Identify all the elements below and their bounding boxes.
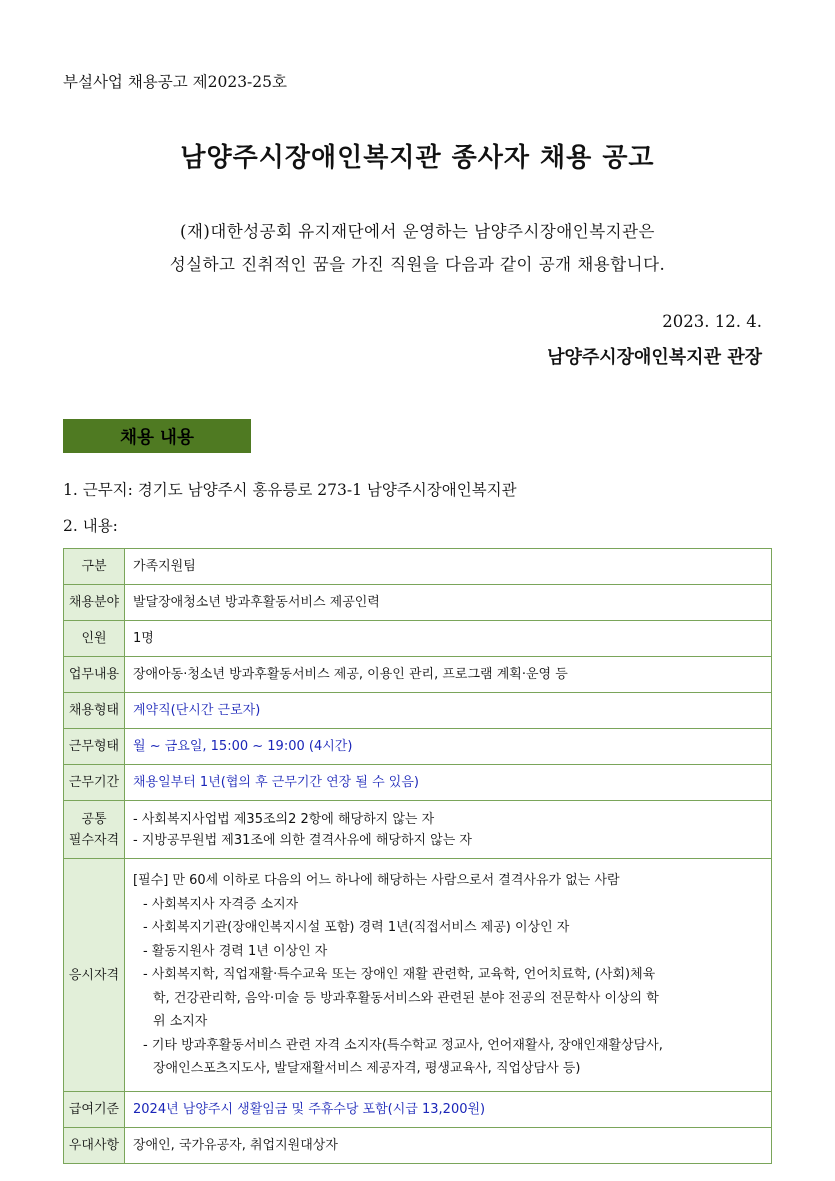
workplace-item: 1. 근무지: 경기도 남양주시 홍유릉로 273-1 남양주시장애인복지관 [63, 481, 517, 499]
table-row [64, 621, 772, 657]
table-row [64, 1128, 772, 1164]
table-row [64, 729, 772, 765]
notice-number: 부설사업 채용공고 제2023-25호 [63, 73, 287, 91]
director-signature: 남양주시장애인복지관 관장 [547, 347, 762, 368]
table-row [64, 693, 772, 729]
notice-date: 2023. 12. 4. [662, 312, 762, 331]
row-label-qualifications: 응시자격 [64, 859, 125, 1092]
row-label-pay: 급여기준 [64, 1092, 125, 1128]
table-row [64, 549, 772, 585]
section-badge: 채용 내용 [63, 419, 251, 453]
intro-line-2: 성실하고 진취적인 꿈을 가진 직원을 다음과 같이 공개 채용합니다. [169, 255, 666, 274]
row-label-common-requirements [64, 801, 125, 859]
row-value-headcount: 1명 [125, 621, 772, 657]
list-item-continuation: 위 소지자 [153, 1014, 208, 1030]
row-value-division: 가족지원팀 [125, 549, 772, 585]
table-row [64, 1092, 772, 1128]
table-row [64, 657, 772, 693]
list-item-continuation: 장애인스포츠지도사, 발달재활서비스 제공자격, 평생교육사, 직업상담사 등) [153, 1061, 581, 1077]
row-value-common-requirements [125, 801, 772, 859]
recruitment-table [63, 548, 772, 1164]
row-value-pay: 2024년 남양주시 생활임금 및 주휴수당 포함(시급 13,200원) [125, 1092, 772, 1128]
list-item: - 사회복지기관(장애인복지시설 포함) 경력 1년(직접서비스 제공) 이상인 자 [143, 920, 570, 936]
table-row [64, 585, 772, 621]
row-value-employment-type: 계약직(단시간 근로자) [125, 693, 772, 729]
table-row [64, 859, 772, 1092]
page-title: 남양주시장애인복지관 종사자 채용 공고 [180, 143, 655, 173]
row-label-field: 채용분야 [64, 585, 125, 621]
list-item: - 기타 방과후활동서비스 관련 자격 소지자(특수학교 정교사, 언어재활사, 장애인재활상담사, [143, 1037, 663, 1053]
common-label-line-1: 공통 [81, 811, 107, 827]
row-value-field: 발달장애청소년 방과후활동서비스 제공인력 [125, 585, 772, 621]
content-item: 2. 내용: [63, 517, 118, 535]
row-value-work-schedule: 월 ~ 금요일, 15:00 ~ 19:00 (4시간) [125, 729, 772, 765]
row-label-employment-type: 채용형태 [64, 693, 125, 729]
row-label-duties: 업무내용 [64, 657, 125, 693]
list-item: - 활동지원사 경력 1년 이상인 자 [143, 943, 328, 959]
list-item: - 지방공무원법 제31조에 의한 결격사유에 해당하지 않는 자 [133, 832, 472, 848]
row-value-duties: 장애아동·청소년 방과후활동서비스 제공, 이용인 관리, 프로그램 계획·운영 등 [125, 657, 772, 693]
table-row [64, 801, 772, 859]
row-label-preference: 우대사항 [64, 1128, 125, 1164]
row-label-headcount: 인원 [64, 621, 125, 657]
table-row [64, 765, 772, 801]
row-value-work-period: 채용일부터 1년(협의 후 근무기간 연장 될 수 있음) [125, 765, 772, 801]
intro-line-1: (재)대한성공회 유지재단에서 운영하는 남양주시장애인복지관은 [180, 222, 655, 241]
list-item: - 사회복지사 자격증 소지자 [143, 896, 299, 912]
list-item: - 사회복지학, 직업재활·특수교육 또는 장애인 재활 관련학, 교육학, 언어치료학, (사회)체육 [143, 967, 656, 983]
row-value-preference: 장애인, 국가유공자, 취업지원대상자 [125, 1128, 772, 1164]
row-label-work-schedule: 근무형태 [64, 729, 125, 765]
row-label-division: 구분 [64, 549, 125, 585]
common-label-line-2: 필수자격 [68, 832, 120, 848]
list-item-continuation: 학, 건강관리학, 음악·미술 등 방과후활동서비스와 관련된 분야 전공의 전문학사 이상의 학 [153, 990, 659, 1006]
list-item: - 사회복지사업법 제35조의2 2항에 해당하지 않는 자 [133, 811, 435, 827]
row-label-work-period: 근무기간 [64, 765, 125, 801]
list-item: [필수] 만 60세 이하로 다음의 어느 하나에 해당하는 사람으로서 결격사유가 없는 사람 [133, 873, 620, 889]
row-value-qualifications [125, 859, 772, 1092]
